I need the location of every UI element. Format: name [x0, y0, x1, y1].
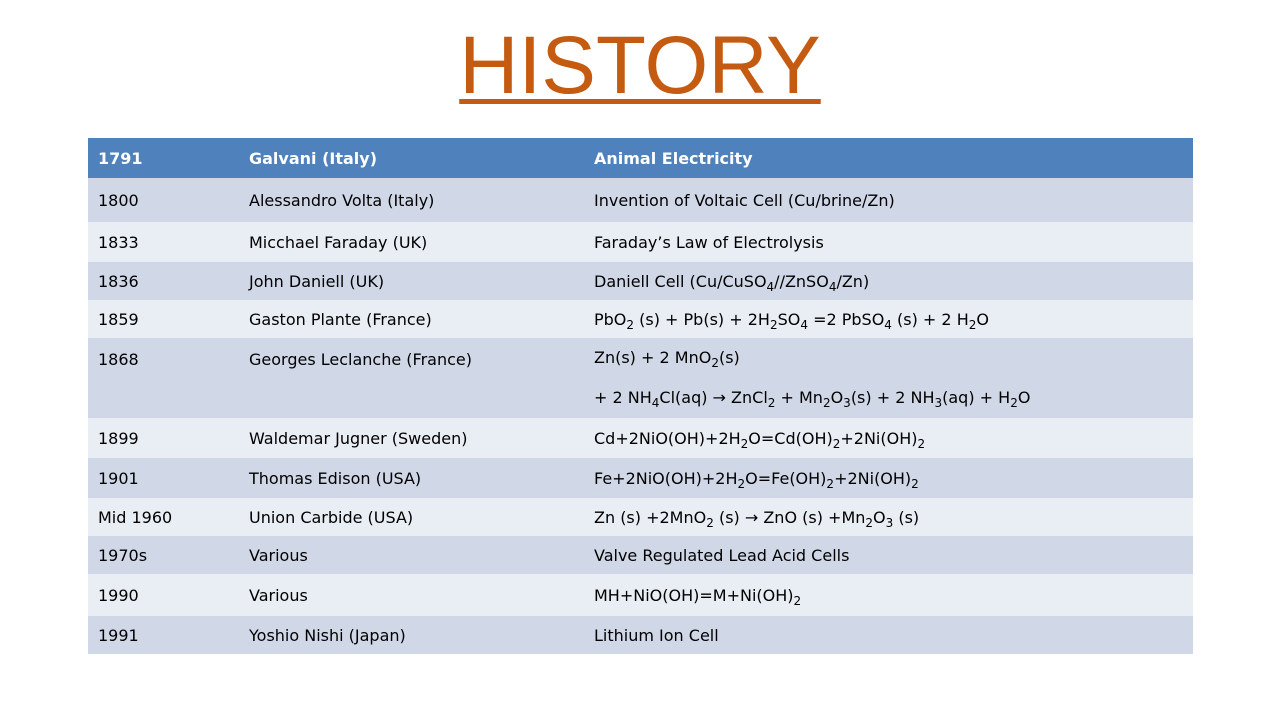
row-year: 1836 [88, 262, 239, 300]
row-event: Faraday’s Law of Electrolysis [584, 222, 1193, 262]
table-row [88, 574, 1193, 616]
row-event: Daniell Cell (Cu/CuSO$_4$//ZnSO$_4$/Zn) [584, 262, 1193, 300]
table-row [88, 338, 1193, 418]
header-event: Animal Electricity [584, 138, 1193, 178]
row-person: John Daniell (UK) [239, 262, 584, 300]
row-event: PbO$_2$ $(s) + Pb(s) + 2H_2SO_4 =2$ PbSO$_4$ (s) + 2 $H_2O$ [584, 300, 1193, 338]
row-year: 1901 [88, 458, 239, 498]
row-event: Zn (s) +2MnO$_2$ (s) → ZnO $(s) +Mn_2O_3$ (s) [584, 498, 1193, 536]
row-person: Various [239, 574, 584, 616]
row-person: Gaston Plante (France) [239, 300, 584, 338]
row-person: Various [239, 536, 584, 574]
row-event: Lithium Ion Cell [584, 616, 1193, 654]
table-row [88, 616, 1193, 654]
table-row [88, 418, 1193, 458]
row-year: Mid 1960 [88, 498, 239, 536]
table-header-row [88, 138, 1193, 178]
row-event: $Cd+2NiO(OH)+2H_2O=Cd(OH)_2+2Ni(OH)_2$ [584, 418, 1193, 458]
row-event: Valve Regulated Lead Acid Cells [584, 536, 1193, 574]
row-person: Yoshio Nishi (Japan) [239, 616, 584, 654]
row-year: 1800 [88, 178, 239, 222]
row-event: Zn(s) + 2 MnO$_2$(s) + 2 $NH_4Cl(aq)$ → ZnCl$_2$ + $Mn_2O_3(s) + 2$ $NH_3(aq) + H_2O$ [584, 338, 1193, 418]
table-row [88, 178, 1193, 222]
row-year: 1970s [88, 536, 239, 574]
table-row [88, 458, 1193, 498]
row-year: 1833 [88, 222, 239, 262]
row-year: 1899 [88, 418, 239, 458]
header-person: Galvani (Italy) [239, 138, 584, 178]
row-person: Georges Leclanche (France) [239, 338, 584, 418]
row-event: $MH+NiO(OH)=M+Ni(OH)_2$ [584, 574, 1193, 616]
row-year: 1868 [88, 338, 239, 418]
row-person: Thomas Edison (USA) [239, 458, 584, 498]
row-year: 1990 [88, 574, 239, 616]
row-person: Union Carbide (USA) [239, 498, 584, 536]
table-row [88, 262, 1193, 300]
history-table [88, 138, 1193, 654]
table-row [88, 498, 1193, 536]
row-person: Alessandro Volta (Italy) [239, 178, 584, 222]
row-year: 1859 [88, 300, 239, 338]
row-event: Invention of Voltaic Cell (Cu/brine/Zn) [584, 178, 1193, 222]
row-person: Waldemar Jugner (Sweden) [239, 418, 584, 458]
header-year: 1791 [88, 138, 239, 178]
row-year: 1991 [88, 616, 239, 654]
table-row [88, 222, 1193, 262]
row-person: Micchael Faraday (UK) [239, 222, 584, 262]
row-event: $Fe+2NiO(OH)+2H_2O=Fe(OH)_2+2Ni(OH)_2$ [584, 458, 1193, 498]
table-row [88, 300, 1193, 338]
table-row [88, 536, 1193, 574]
slide-title: HISTORY [459, 20, 821, 111]
